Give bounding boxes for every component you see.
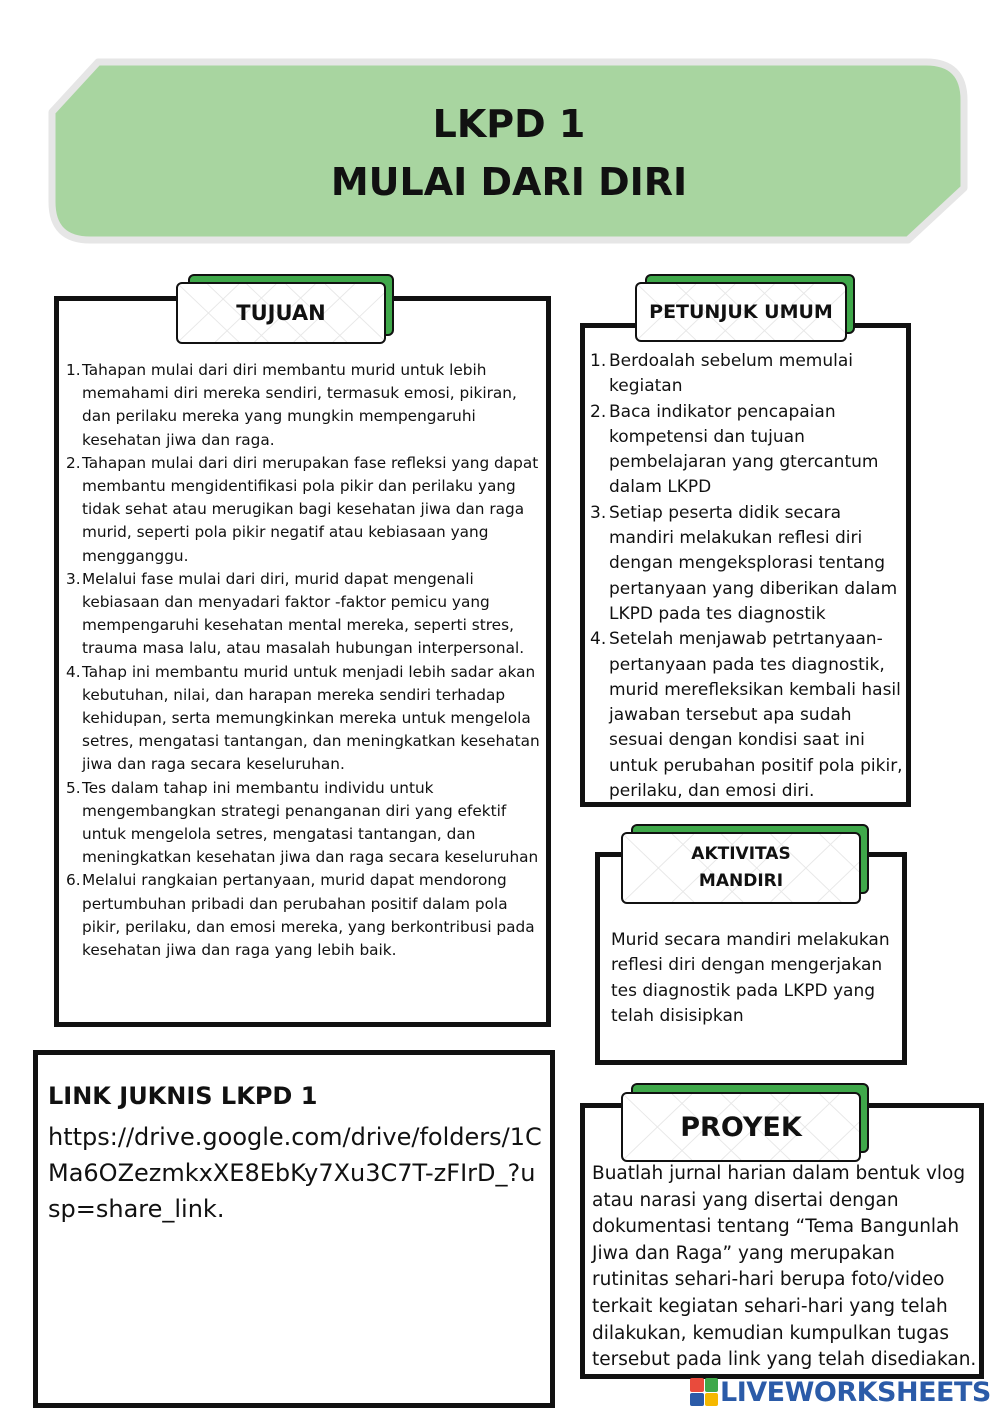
list-number: 2.	[66, 453, 81, 472]
list-text: Tahapan mulai dari diri merupakan fase refleksi yang dapat membantu mengidentifikasi pola pikir dan perilaku yang tidak sehat atau merugikan bagi kesehatan jiwa dan raga murid, seperti pola pikir negatif atau kebiasaan yang mengganggu.	[82, 453, 539, 565]
petunjuk-tag	[635, 274, 857, 346]
logo-square	[690, 1393, 704, 1407]
tag-face	[635, 282, 847, 342]
list-text: Melalui rangkaian pertanyaan, murid dapat mendorong pertumbuhan pribadi dan perubahan positif dalam pola pikir, perilaku, dan emosi mereka, yang berkontribusi pada kesehatan jiwa dan raga yang lebih baik.	[82, 871, 535, 960]
list-number: 3.	[66, 569, 81, 588]
petunjuk-list	[590, 349, 910, 804]
aktivitas-heading-line2: MANDIRI	[698, 871, 784, 891]
list-item	[590, 501, 910, 627]
list-item	[66, 661, 542, 777]
list-text: Berdoalah sebelum memulai kegiatan	[609, 351, 853, 397]
list-item	[66, 568, 542, 661]
list-number: 1.	[66, 361, 81, 379]
banner-shape	[46, 56, 972, 246]
footer-watermark	[690, 1376, 992, 1408]
list-text: Melalui fase mulai dari diri, murid dapat mengenali kebiasaan dan menyadari faktor -faktor pemicu yang mempengaruhi kesehatan mental mereka, seperti stres, trauma masa lalu, atau masalah hubungan interpersonal.	[82, 569, 525, 658]
list-number: 1.	[590, 351, 607, 371]
list-text: Baca indikator pencapaian kompetensi dan tujuan pembelajaran yang gtercantum dalam LKPD	[609, 401, 879, 498]
proyek-tag	[621, 1083, 871, 1165]
liveworksheets-logo-icon	[690, 1378, 718, 1406]
logo-square	[690, 1378, 704, 1392]
tag-face	[621, 1092, 861, 1162]
list-item	[66, 869, 542, 962]
proyek-text: Buatlah jurnal harian dalam bentuk vlog atau narasi yang disertai dengan dokumentasi tentang “Tema Bangunlah Jiwa dan Raga” yang merupakan rutinitas sehari-hari berupa foto/video terkait kegiatan sehari-hari yang telah dilakukan, kemudian kumpulkan tugas tersebut pada link yang telah disediakan.	[592, 1163, 977, 1371]
list-item	[590, 349, 910, 400]
list-text: Setiap peserta didik secara mandiri melakukan reflesi diri dengan mengeksplorasi tentang pertanyaan yang diberikan dalam LKPD pada tes diagnostik	[609, 502, 898, 624]
page-subtitle: MULAI DARI DIRI	[330, 160, 688, 204]
aktivitas-heading-line1: AKTIVITAS	[691, 844, 791, 864]
brand-name: LIVEWORKSHEETS	[720, 1376, 991, 1408]
aktivitas-text: Murid secara mandiri melakukan reflesi diri dengan mengerjakan tes diagnostik pada LKPD yang telah disisipkan	[611, 930, 890, 1026]
proyek-heading: PROYEK	[680, 1111, 802, 1143]
list-item	[590, 400, 910, 501]
petunjuk-heading: PETUNJUK UMUM	[649, 301, 833, 323]
list-text: Tahap ini membantu murid untuk menjadi lebih sadar akan kebutuhan, nilai, dan harapan mereka sendiri terhadap kehidupan, serta memungkinkan mereka untuk mengelola setres, mengatasi tantangan, dan meningkatkan kesehatan jiwa dan raga secara keseluruhan.	[82, 662, 540, 774]
list-text: Tahapan mulai dari diri membantu murid untuk lebih memahami diri mereka sendiri, termasuk emosi, pikiran, dan perilaku mereka yang mungkin mempengaruhi kesehatan jiwa dan raga.	[82, 361, 517, 449]
list-text: Setelah menjawab petrtanyaan-pertanyaan pada tes diagnostik, murid merefleksikan kembali hasil jawaban tersebut apa sudah sesuai dengan kondisi saat ini untuk perubahan positif pola pikir, perilaku, dan emosi diri.	[609, 629, 903, 802]
list-number: 4.	[66, 662, 81, 681]
tag-face	[176, 282, 386, 344]
tujuan-list	[66, 359, 542, 962]
list-number: 5.	[66, 778, 81, 797]
link-url[interactable]: https://drive.google.com/drive/folders/1CMa6OZezmkxXE8EbKy7Xu3C7T-zFIrD_?usp=share_link.	[48, 1123, 542, 1223]
link-label: LINK JUKNIS LKPD 1	[48, 1082, 318, 1110]
list-item	[590, 627, 910, 804]
tujuan-tag	[176, 274, 398, 348]
list-item	[66, 359, 542, 452]
tujuan-heading: TUJUAN	[236, 301, 326, 325]
list-item	[66, 777, 542, 870]
aktivitas-tag	[621, 824, 871, 906]
list-number: 6.	[66, 871, 81, 890]
list-number: 3.	[590, 502, 607, 523]
list-text: Tes dalam tahap ini membantu individu untuk mengembangkan strategi penanganan diri yang efektif untuk mengelola setres, mengatasi tantangan, dan meningkatkan kesehatan jiwa dan raga secara keseluruhan	[82, 778, 539, 867]
logo-square	[705, 1378, 719, 1392]
logo-square	[705, 1393, 719, 1407]
list-number: 4.	[590, 629, 607, 650]
tag-face	[621, 832, 861, 904]
list-number: 2.	[590, 401, 607, 422]
list-item	[66, 452, 542, 568]
header-banner	[46, 56, 972, 246]
page-title: LKPD 1	[432, 102, 586, 146]
